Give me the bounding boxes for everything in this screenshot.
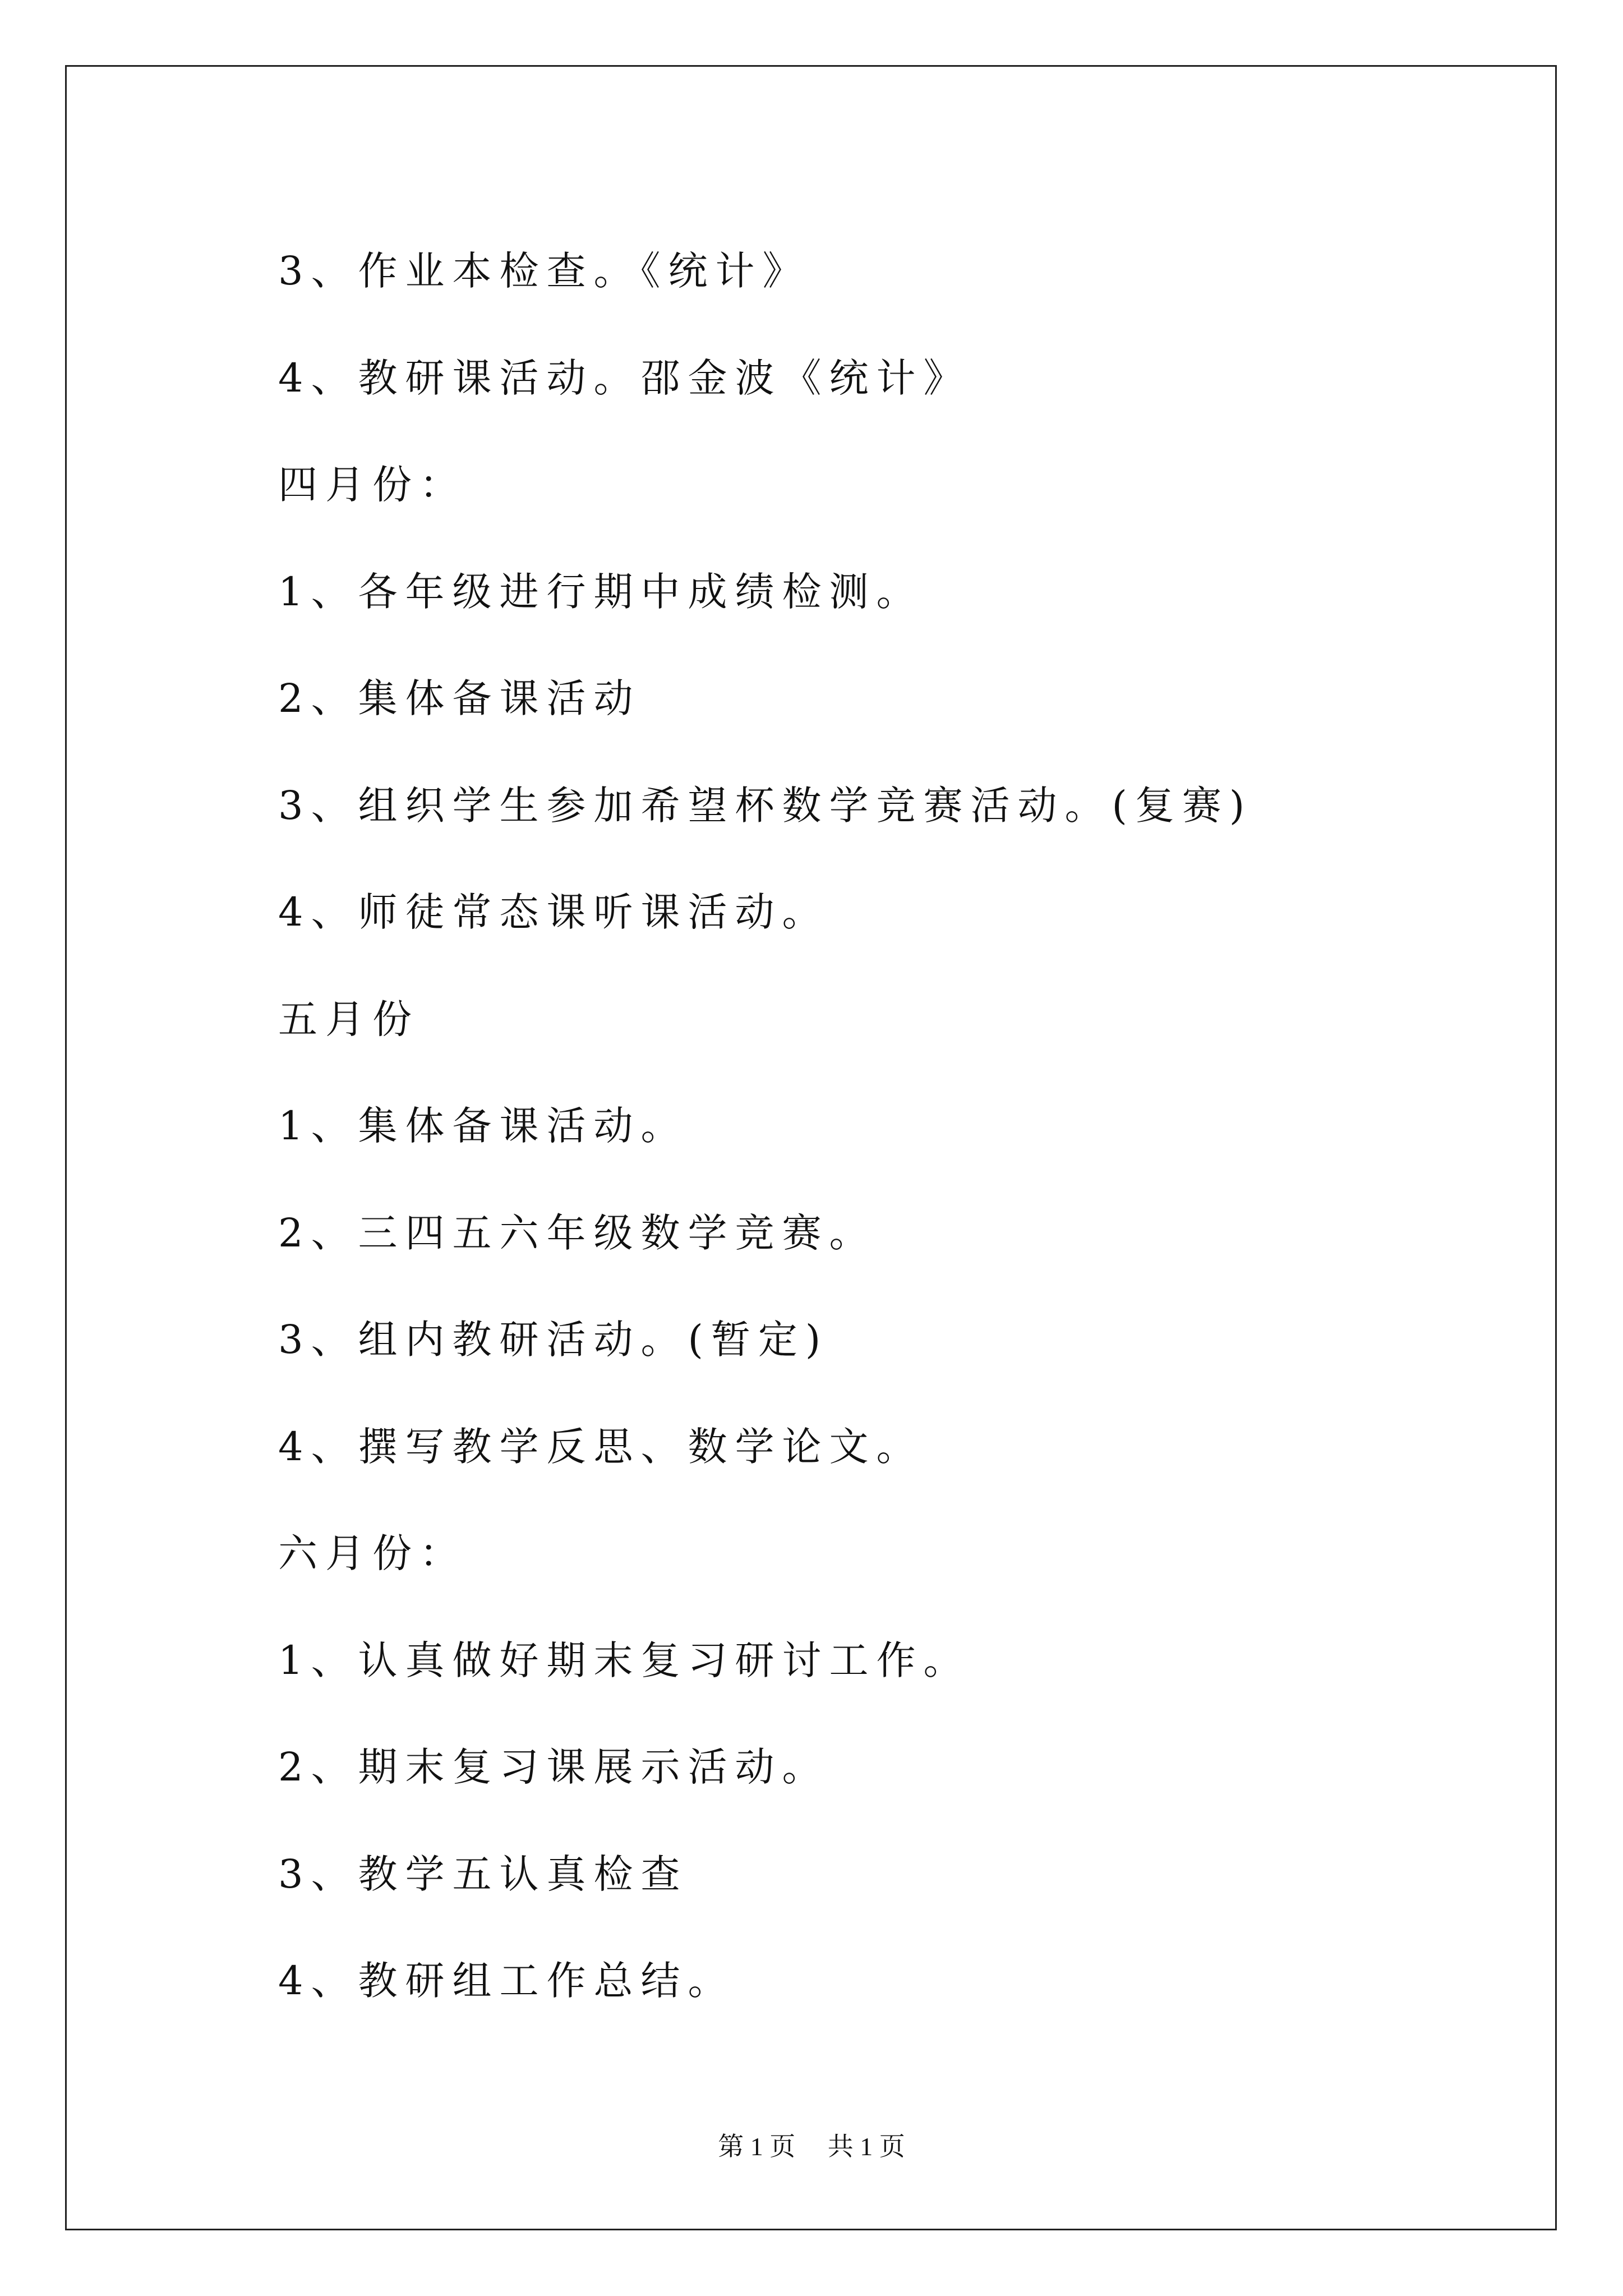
- text-line: 2、三四五六年级数学竞赛。: [278, 1209, 877, 1256]
- text-line: 3、作业本检查。《统计》: [278, 248, 810, 295]
- text-line: 3、教学五认真检查: [278, 1851, 688, 1897]
- text-line: 3、组织学生参加希望杯数学竞赛活动。(复赛): [278, 782, 1253, 829]
- text-line: 1、集体备课活动。: [278, 1103, 688, 1149]
- text-line: 2、期末复习课展示活动。: [278, 1744, 829, 1791]
- text-line: 1、认真做好期末复习研讨工作。: [278, 1637, 971, 1683]
- text-line: 4、师徒常态课听课活动。: [278, 889, 829, 936]
- text-line: 2、集体备课活动: [278, 675, 641, 722]
- section-heading: 四月份：: [278, 462, 467, 508]
- text-line: 3、组内教研活动。(暂定): [278, 1317, 829, 1363]
- text-line: 4、教研组工作总结。: [278, 1958, 735, 2004]
- section-heading: 六月份：: [278, 1530, 467, 1577]
- page-footer: 第 1 页 共 1 页: [718, 2132, 905, 2161]
- text-line: 4、撰写教学反思、数学论文。: [278, 1423, 924, 1470]
- text-line: 1、各年级进行期中成绩检测。: [278, 568, 924, 615]
- document-body: [278, 218, 1484, 2035]
- section-heading: 五月份: [278, 996, 419, 1042]
- text-line: 4、教研课活动。邵金波《统计》: [278, 355, 971, 401]
